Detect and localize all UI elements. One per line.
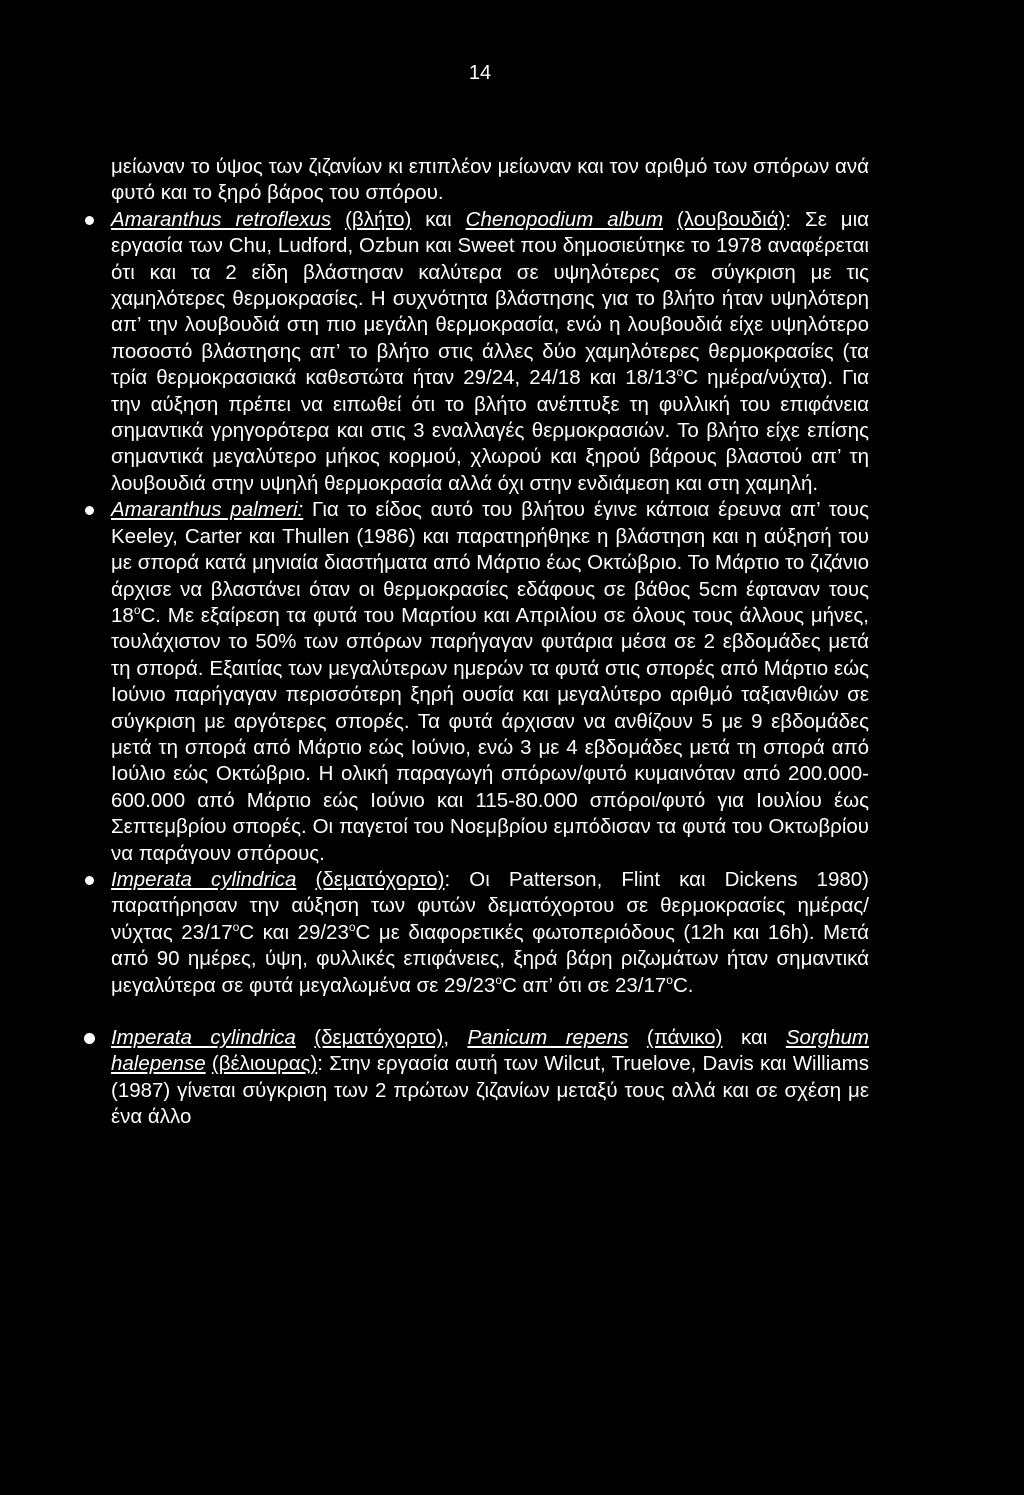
separator: ,	[443, 1026, 468, 1049]
item-text: C ημέρα/νύχτα). Για την αύξηση πρέπει να ειπωθεί ότι το βλήτο ανέπτυξε τη φυλλική του επιφάνεια σημαντικά γρηγορότερα και στις 3 εναλλαγές θερμοκρασιών. Το βλήτο είχε επίσης σημαντικά μεγαλύτερο μήκος κορμού, χλωρού και ξηρού βάρους βλαστού απ’ τη λουβουδιά στην υψηλή θερμοκρασία αλλά όχι στην ενδιάμεση και στη χαμηλή.	[111, 366, 869, 495]
intro-paragraph: μείωναν το ύψος των ζιζανίων κι επιπλέον μείωναν και τον αριθμό των σπόρων ανά φυτό και το ξηρό βάρος του σπόρου.	[111, 155, 869, 205]
common-name: (βλήτο)	[345, 207, 412, 231]
common-name: (βέλιουρας)	[211, 1052, 318, 1076]
bullet-icon	[85, 216, 94, 225]
species-name: Amaranthus palmeri:	[111, 498, 304, 522]
degree-symbol: o	[495, 972, 503, 987]
bullet-icon	[85, 506, 94, 515]
item-text: : Στην εργασία αυτή των Wilcut, Truelove, Davis και Williams (1987) γίνεται σύγκριση των 2 πρώτων ζιζανίων μεταξύ τους αλλά και σε σχέση με ένα άλλο	[111, 1052, 869, 1129]
species-name: Amaranthus retroflexus	[111, 207, 332, 231]
item-text: : Οι Patterson, Flint και Dickens 1980) παρατήρησαν την αύξηση των φυτών δεματόχορτου σε θερμοκρασίες ημέρας/νύχτας 23/17	[111, 867, 869, 944]
document-body	[111, 154, 869, 1131]
conjunction: και	[411, 207, 466, 231]
list-item-amaranthus-chenopodium	[111, 207, 869, 497]
bullet-icon	[85, 876, 94, 885]
species-name: Imperata cylindrica	[111, 1026, 296, 1049]
list-item-amaranthus-palmeri	[111, 497, 869, 867]
item-text: C. Με εξαίρεση τα φυτά του Μαρτίου και Απριλίου σε όλους τους άλλους μήνες, τουλάχιστον το 50% των σπόρων παρήγαγαν φυτάρια μέσα σε 2 εβδομάδες μετά τη σπορά. Εξαιτίας των μεγαλύτερων ημερών τα φυτά στις σπορές από Μάρτιο εώς Ιούνιο παρήγαγαν περισσότερη ξηρή ουσία και μεγαλύτερο αριθμό ταξιανθιών σε σύγκριση με αργότερες σπορές. Τα φυτά άρχισαν να ανθίζουν 5 με 9 εβδομάδες μετά τη σπορά από Μάρτιο εώς Ιούνιο, ενώ 3 με 4 εβδομάδες μετά τη σπορά από Ιούλιο εώς Οκτώβριο. Η ολική παραγωγή σπόρων/φυτό κυμαινόταν από 200.000-600.000 από Μάρτιο εώς Ιούνιο και 115-80.000 σπόροι/φυτό για Ιουλίου έως Σεπτεμβρίου σπορές. Οι παγετοί του Νοεμβρίου εμπόδισαν τα φυτά του Οκτωβρίου να παράγουν σπόρους.	[111, 603, 869, 865]
species-name: Panicum repens	[467, 1026, 629, 1049]
item-text: C και 29/23	[239, 920, 349, 944]
common-name: (πάνικο)	[646, 1026, 723, 1049]
item-text: Για το είδος αυτό του βλήτου έγινε κάποια έρευνα απ’ τους Keeley, Carter και Thullen (1986) και παρατηρήθηκε η βλάστηση και η αύξησή του με σπορά κατά μηνιαία διαστήματα από Μάρτιο έως Οκτώβριο. Το Μάρτιο το ζιζάνιο άρχισε να βλαστάνει όταν οι θερμοκρασίες εδάφους σε βάθος 5cm έφταναν τους 18	[111, 498, 869, 627]
item-text: C.	[672, 973, 694, 997]
item-text: : Σε μια εργασία των Chu, Ludford, Ozbun και Sweet που δημοσιεύτηκε το 1978 αναφέρεται ότι και τα 2 είδη βλάστησαν καλύτερα σε υψηλότερες σε σύγκριση με τις χαμηλότερες θερμοκρασίες. Η συχνότητα βλάστησης για το βλήτο ήταν υψηλότερη απ’ την λουβουδιά στη πιο μεγάλη θερμοκρασία, ενώ η λουβουδιά είχε υψηλότερο ποσοστό βλάστησης απ’ το βλήτο στις άλλες δύο χαμηλότερες θερμοκρασίες (τα τρία θερμοκρασιακά καθεστώτα ήταν 29/24, 24/18 και 18/13	[111, 207, 869, 390]
common-name: (δεματόχορτο)	[314, 1026, 444, 1049]
species-name: Imperata cylindrica	[111, 867, 297, 891]
bullet-icon	[84, 1033, 95, 1044]
degree-symbol: o	[232, 919, 240, 934]
degree-symbol: o	[676, 365, 684, 380]
common-name: (δεματόχορτο)	[315, 867, 445, 891]
degree-symbol: o	[666, 972, 673, 987]
item-text: C απ’ ότι σε 23/17	[502, 973, 667, 997]
degree-symbol: o	[133, 603, 141, 618]
page-number: 14	[468, 62, 492, 84]
conjunction: και	[722, 1026, 786, 1049]
list-item-imperata	[111, 867, 869, 999]
degree-symbol: o	[348, 919, 356, 934]
item-text: C με διαφορετικές φωτοπεριόδους (12h και 16h). Μετά από 90 ημέρες, ύψη, φυλλικές επιφάνειες, ξηρά βάρη ριζωμάτων ήταν σημαντικά μεγαλύτερα σε φυτά μεγαλωμένα σε 29/23	[111, 920, 869, 997]
list-item-imperata-panicum-sorghum	[111, 1025, 869, 1131]
species-name: Sorghum halepense	[111, 1026, 870, 1076]
common-name: (λουβουδιά)	[676, 207, 786, 231]
species-name: Chenopodium album	[465, 207, 664, 231]
